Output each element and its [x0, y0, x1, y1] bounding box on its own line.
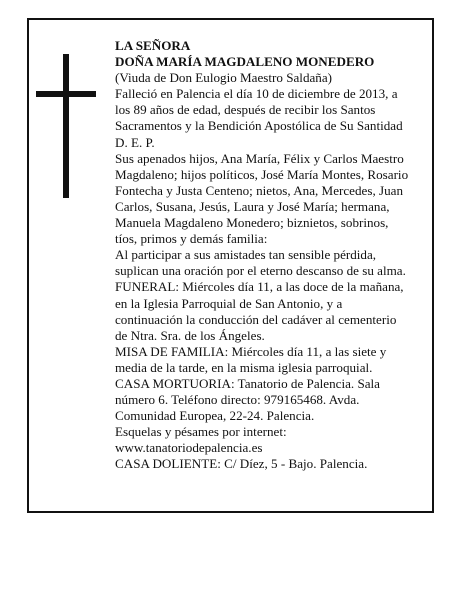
- cross-vertical-bar: [63, 54, 69, 198]
- obituary-text: [115, 38, 425, 473]
- latin-cross-icon: [36, 54, 96, 198]
- title-line: LA SEÑORA: [115, 38, 191, 53]
- request-paragraph: Al participar a sus amistades tan sensible pérdida, suplican una oración por el eterno descanso de su alma.: [115, 247, 406, 279]
- family-paragraph: Sus apenados hijos, Ana María, Félix y Carlos Maestro Magdaleno; hijos políticos, José María Montes, Rosario Fontecha y Justa Centeno; nietos, Ana, Mercedes, Juan Carlos, Susana, Jesús, Laura y José María; hermana, Manuela Magdaleno Monedero; biznietos, sobrinos, tíos, primos y demás familia:: [115, 150, 409, 247]
- funeral-home-paragraph: CASA MORTUORIA: Tanatorio de Palencia. Sala número 6. Teléfono directo: 979165468. Avda. Comunidad Europea, 22-24. Palencia.: [115, 375, 380, 424]
- funeral-paragraph: FUNERAL: Miércoles día 11, a las doce de la mañana, en la Iglesia Parroquial de San Antonio, y a continuación la conducción del cadáver al cementerio de Ntra. Sra. de los Ángeles.: [115, 279, 404, 343]
- family-mass-paragraph: MISA DE FAMILIA: Miércoles día 11, a las siete y media de la tarde, en la misma iglesia parroquial.: [115, 343, 387, 375]
- death-paragraph: Falleció en Palencia el día 10 de diciembre de 2013, a los 89 años de edad, después de recibir los Santos Sacramentos y la Bendición Apostólica de Su Santidad D. E. P.: [115, 86, 403, 150]
- cross-horizontal-bar: [36, 91, 96, 97]
- deceased-name: DOÑA MARÍA MAGDALENO MONEDERO: [115, 54, 375, 70]
- condolences-paragraph: Esquelas y pésames por internet: www.tanatoriodepalencia.es: [115, 424, 287, 456]
- mourning-house-paragraph: CASA DOLIENTE: C/ Díez, 5 - Bajo. Palencia.: [115, 456, 368, 472]
- widow-of-line: (Viuda de Don Eulogio Maestro Saldaña): [115, 70, 333, 86]
